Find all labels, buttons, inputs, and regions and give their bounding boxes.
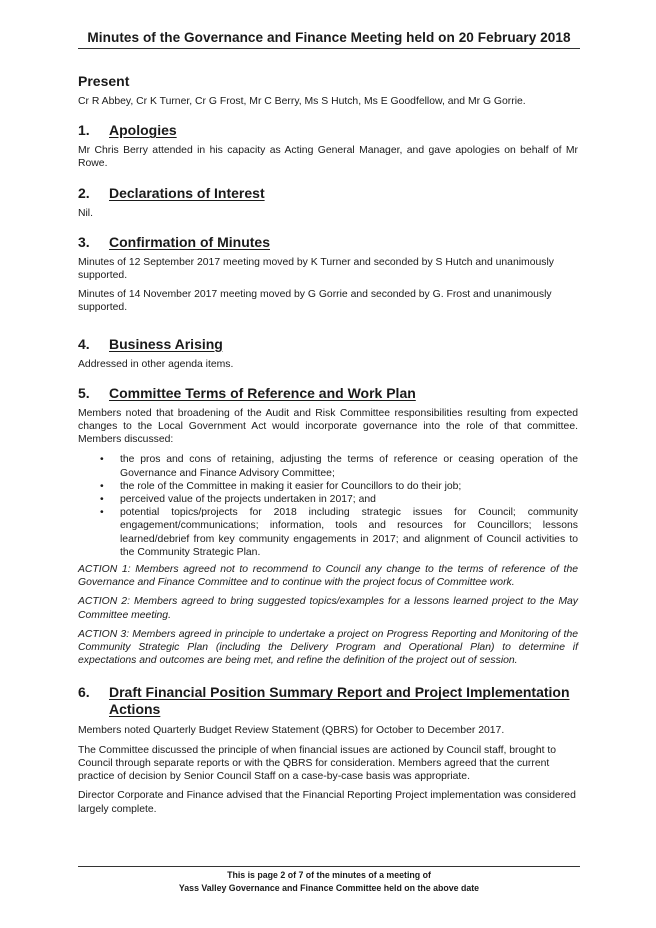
- section-6-para-2: The Committee discussed the principle of when financial issues are actioned by Council staff, brought to Council through separate reports or with the QBRS for consideration. Members agreed that the current practice of decision by Senior Council Staff on a case-by-case basis was appropriate.: [78, 744, 557, 783]
- section-number: 3.: [78, 233, 90, 250]
- section-number: 5.: [78, 384, 90, 401]
- section-1-heading: [78, 122, 578, 139]
- section-title: Business Arising: [109, 335, 223, 352]
- action-3: ACTION 3: Members agreed in principle to undertake a project on Progress Reporting and Monitoring of the Community Strategic Plan (including the Delivery Program and Operational Plan) to determine if expectations and outcomes are being met, and refine the definition of the project out of session.: [78, 628, 578, 667]
- footer-line-2: Yass Valley Governance and Finance Committee held on the above date: [178, 882, 480, 893]
- section-title-line-2: Actions: [109, 701, 161, 718]
- section-number: 4.: [78, 335, 90, 352]
- section-4-para: Addressed in other agenda items.: [78, 358, 234, 370]
- bullet-glyph: •: [100, 454, 104, 466]
- list-item-text: perceived value of the projects undertaken in 2017; and: [120, 494, 376, 506]
- section-2-heading: [78, 185, 578, 202]
- list-item-text: the role of the Committee in making it easier for Councillors to do their job;: [120, 480, 462, 492]
- page-footer: [78, 869, 580, 894]
- bullet-glyph: •: [100, 494, 104, 506]
- section-1-para: Mr Chris Berry attended in his capacity as Acting General Manager, and gave apologies on behalf of Mr Rowe.: [78, 145, 578, 170]
- section-number: 1.: [78, 122, 90, 139]
- list-item-text: potential topics/projects for 2018 including strategic issues for Council; community engagement/communications; information, tools and resources for Councillors; lessons learned/debrief from key community engagements in 2017; and alignment of Council activities to the Community Strategic Plan.: [120, 507, 578, 558]
- header-divider: [78, 48, 580, 49]
- bullet-glyph: •: [100, 480, 104, 492]
- section-6-para-3: Director Corporate and Finance advised that the Financial Reporting Project implementation was considered largely complete.: [78, 790, 576, 815]
- footer-divider: [78, 866, 580, 867]
- list-item: [78, 506, 578, 559]
- section-number: 6.: [78, 684, 90, 701]
- section-title-line-1: Draft Financial Position Summary Report and Project Implementation: [109, 684, 570, 701]
- list-item: [78, 493, 578, 506]
- section-title: Apologies: [109, 122, 177, 139]
- discussion-list: [78, 453, 578, 559]
- section-title: Committee Terms of Reference and Work Plan: [109, 384, 416, 401]
- section-5-heading: [78, 385, 578, 402]
- action-2: ACTION 2: Members agreed to bring suggested topics/examples for a lessons learned project to the May Committee meeting.: [78, 596, 578, 621]
- section-4-heading: [78, 336, 578, 353]
- section-number: 2.: [78, 184, 90, 201]
- action-1: ACTION 1: Members agreed not to recommend to Council any change to the terms of reference of the Governance and Finance Committee and to continue with the project focus of Committee work.: [78, 564, 578, 589]
- section-5-intro: Members noted that broadening of the Audit and Risk Committee responsibilities resulting from expected changes to the Local Government Act would incorporate governance into the role of that committee. Members discussed:: [78, 407, 578, 446]
- section-3-para-1: Minutes of 12 September 2017 meeting moved by K Turner and seconded by S Hutch and unanimously supported.: [78, 256, 554, 282]
- footer-line-1: This is page 2 of 7 of the minutes of a meeting of: [227, 870, 431, 880]
- page-header-title: Minutes of the Governance and Finance Meeting held on 20 February 2018: [87, 30, 571, 45]
- present-heading: Present: [78, 73, 130, 89]
- section-title: Declarations of Interest: [109, 184, 265, 201]
- section-6-para-1: Members noted Quarterly Budget Review Statement (QBRS) for October to December 2017.: [78, 725, 505, 737]
- section-6-heading: [78, 684, 578, 718]
- section-3-para-2: Minutes of 14 November 2017 meeting moved by G Gorrie and seconded by G. Frost and unanimously supported.: [78, 289, 552, 314]
- minutes-body: [78, 73, 578, 816]
- bullet-glyph: •: [100, 507, 104, 519]
- section-title: Confirmation of Minutes: [109, 233, 270, 250]
- list-item-text: the pros and cons of retaining, adjusting the terms of reference or ceasing operation of the Governance and Finance Advisory Committee;: [120, 454, 578, 479]
- list-item: [78, 480, 578, 493]
- list-item: [78, 453, 578, 479]
- present-attendees: Cr R Abbey, Cr K Turner, Cr G Frost, Mr C Berry, Ms S Hutch, Ms E Goodfellow, and Mr G Gorrie.: [78, 96, 526, 107]
- section-2-para: Nil.: [78, 207, 94, 219]
- section-3-heading: [78, 234, 578, 251]
